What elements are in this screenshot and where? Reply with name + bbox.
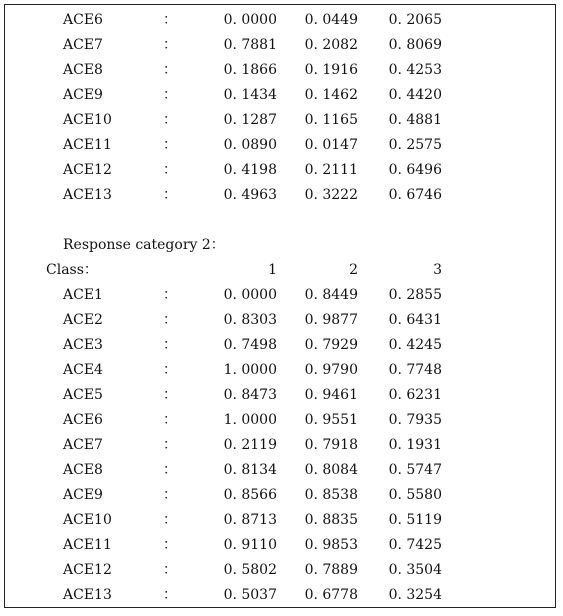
table-row <box>0 158 563 183</box>
value-col-3: 0. 7748 <box>388 362 442 378</box>
value-col-2: 0. 9551 <box>304 412 358 428</box>
row-separator: ： <box>163 137 177 153</box>
value-col-1: 0. 4198 <box>223 162 277 178</box>
value-col-2: 0. 8538 <box>304 487 358 503</box>
value-col-3: 0. 3254 <box>388 587 442 603</box>
value-col-3: 0. 6231 <box>388 387 442 403</box>
row-label: ACE12 <box>63 562 112 578</box>
value-col-1: 0. 8303 <box>223 312 277 328</box>
row-label: ACE5 <box>63 387 103 403</box>
row-separator: ： <box>163 387 177 403</box>
value-col-3: 0. 1931 <box>388 437 442 453</box>
value-col-2: 0. 0147 <box>304 137 358 153</box>
value-col-2: 0. 1462 <box>304 87 358 103</box>
row-separator: ： <box>163 562 177 578</box>
value-col-1: 0. 1434 <box>223 87 277 103</box>
value-col-2: 0. 9877 <box>304 312 358 328</box>
value-col-3: 0. 8069 <box>388 37 442 53</box>
value-col-3: 0. 5580 <box>388 487 442 503</box>
value-col-1: 0. 1287 <box>223 112 277 128</box>
row-label: ACE13 <box>63 187 112 203</box>
row-label: ACE13 <box>63 587 112 603</box>
table-row <box>0 533 563 558</box>
table-row <box>0 33 563 58</box>
table-row <box>0 408 563 433</box>
row-separator: ： <box>163 12 177 28</box>
value-col-1: 0. 1866 <box>223 62 277 78</box>
row-separator: ： <box>163 187 177 203</box>
value-col-1: 0. 7881 <box>223 37 277 53</box>
table-row <box>0 383 563 408</box>
row-separator: ： <box>163 462 177 478</box>
value-col-2: 0. 7889 <box>304 562 358 578</box>
class-label: Class： <box>46 262 98 278</box>
value-col-3: 0. 7425 <box>388 537 442 553</box>
value-col-3: 0. 4881 <box>388 112 442 128</box>
row-label: ACE6 <box>63 12 103 28</box>
class-col-1: 1 <box>268 262 277 278</box>
table-row <box>0 458 563 483</box>
row-label: ACE7 <box>63 437 103 453</box>
row-separator: ： <box>163 287 177 303</box>
row-separator: ： <box>163 362 177 378</box>
row-label: ACE1 <box>63 287 103 303</box>
table-row <box>0 558 563 583</box>
row-label: ACE9 <box>63 87 103 103</box>
value-col-3: 0. 4420 <box>388 87 442 103</box>
value-col-3: 0. 2855 <box>388 287 442 303</box>
row-separator: ： <box>163 37 177 53</box>
row-label: ACE8 <box>63 62 103 78</box>
value-col-1: 0. 0000 <box>223 12 277 28</box>
value-col-1: 0. 8473 <box>223 387 277 403</box>
value-col-1: 0. 0000 <box>223 287 277 303</box>
table-row <box>0 133 563 158</box>
value-col-2: 0. 0449 <box>304 12 358 28</box>
value-col-2: 0. 9790 <box>304 362 358 378</box>
row-label: ACE10 <box>63 512 112 528</box>
table-row <box>0 8 563 33</box>
row-label: ACE8 <box>63 462 103 478</box>
value-col-1: 0. 2119 <box>223 437 277 453</box>
row-label: ACE4 <box>63 362 103 378</box>
value-col-2: 0. 8835 <box>304 512 358 528</box>
row-separator: ： <box>163 62 177 78</box>
row-separator: ： <box>163 437 177 453</box>
value-col-1: 0. 8566 <box>223 487 277 503</box>
value-col-2: 0. 8084 <box>304 462 358 478</box>
row-separator: ： <box>163 87 177 103</box>
value-col-2: 0. 7918 <box>304 437 358 453</box>
row-label: ACE11 <box>63 137 112 153</box>
value-col-3: 0. 2575 <box>388 137 442 153</box>
row-label: ACE10 <box>63 112 112 128</box>
table-row <box>0 583 563 608</box>
value-col-1: 1. 0000 <box>223 412 277 428</box>
table-row <box>0 283 563 308</box>
value-col-1: 0. 8713 <box>223 512 277 528</box>
value-col-2: 0. 1165 <box>304 112 358 128</box>
value-col-3: 0. 5119 <box>388 512 442 528</box>
table-row <box>0 433 563 458</box>
row-separator: ： <box>163 162 177 178</box>
row-separator: ： <box>163 337 177 353</box>
response-category-heading: Response category 2： <box>63 237 225 253</box>
value-col-1: 0. 0890 <box>223 137 277 153</box>
value-col-1: 1. 0000 <box>223 362 277 378</box>
class-header-row <box>0 258 563 283</box>
value-col-1: 0. 5802 <box>223 562 277 578</box>
value-col-2: 0. 9853 <box>304 537 358 553</box>
table-row <box>0 183 563 208</box>
value-col-2: 0. 9461 <box>304 387 358 403</box>
row-separator: ： <box>163 112 177 128</box>
table-row <box>0 83 563 108</box>
value-col-3: 0. 3504 <box>388 562 442 578</box>
row-label: ACE7 <box>63 37 103 53</box>
value-col-2: 0. 1916 <box>304 62 358 78</box>
row-label: ACE6 <box>63 412 103 428</box>
value-col-1: 0. 4963 <box>223 187 277 203</box>
value-col-3: 0. 5747 <box>388 462 442 478</box>
value-col-3: 0. 2065 <box>388 12 442 28</box>
table-row <box>0 358 563 383</box>
row-label: ACE12 <box>63 162 112 178</box>
value-col-3: 0. 4253 <box>388 62 442 78</box>
value-col-1: 0. 9110 <box>223 537 277 553</box>
value-col-3: 0. 6496 <box>388 162 442 178</box>
value-col-2: 0. 2111 <box>304 162 358 178</box>
class-col-3: 3 <box>433 262 442 278</box>
row-label: ACE11 <box>63 537 112 553</box>
row-separator: ： <box>163 412 177 428</box>
row-separator: ： <box>163 312 177 328</box>
value-col-3: 0. 6431 <box>388 312 442 328</box>
class-col-2: 2 <box>349 262 358 278</box>
row-separator: ： <box>163 537 177 553</box>
row-separator: ： <box>163 587 177 603</box>
value-col-2: 0. 3222 <box>304 187 358 203</box>
value-col-1: 0. 5037 <box>223 587 277 603</box>
table-row <box>0 508 563 533</box>
value-col-1: 0. 7498 <box>223 337 277 353</box>
row-separator: ： <box>163 487 177 503</box>
row-separator: ： <box>163 512 177 528</box>
row-label: ACE9 <box>63 487 103 503</box>
row-label: ACE3 <box>63 337 103 353</box>
value-col-2: 0. 6778 <box>304 587 358 603</box>
table-row <box>0 333 563 358</box>
value-col-2: 0. 7929 <box>304 337 358 353</box>
value-col-2: 0. 8449 <box>304 287 358 303</box>
row-label: ACE2 <box>63 312 103 328</box>
value-col-2: 0. 2082 <box>304 37 358 53</box>
value-col-1: 0. 8134 <box>223 462 277 478</box>
value-col-3: 0. 7935 <box>388 412 442 428</box>
table-row <box>0 308 563 333</box>
value-col-3: 0. 4245 <box>388 337 442 353</box>
table-row <box>0 58 563 83</box>
value-col-3: 0. 6746 <box>388 187 442 203</box>
table-row <box>0 483 563 508</box>
table-row <box>0 108 563 133</box>
